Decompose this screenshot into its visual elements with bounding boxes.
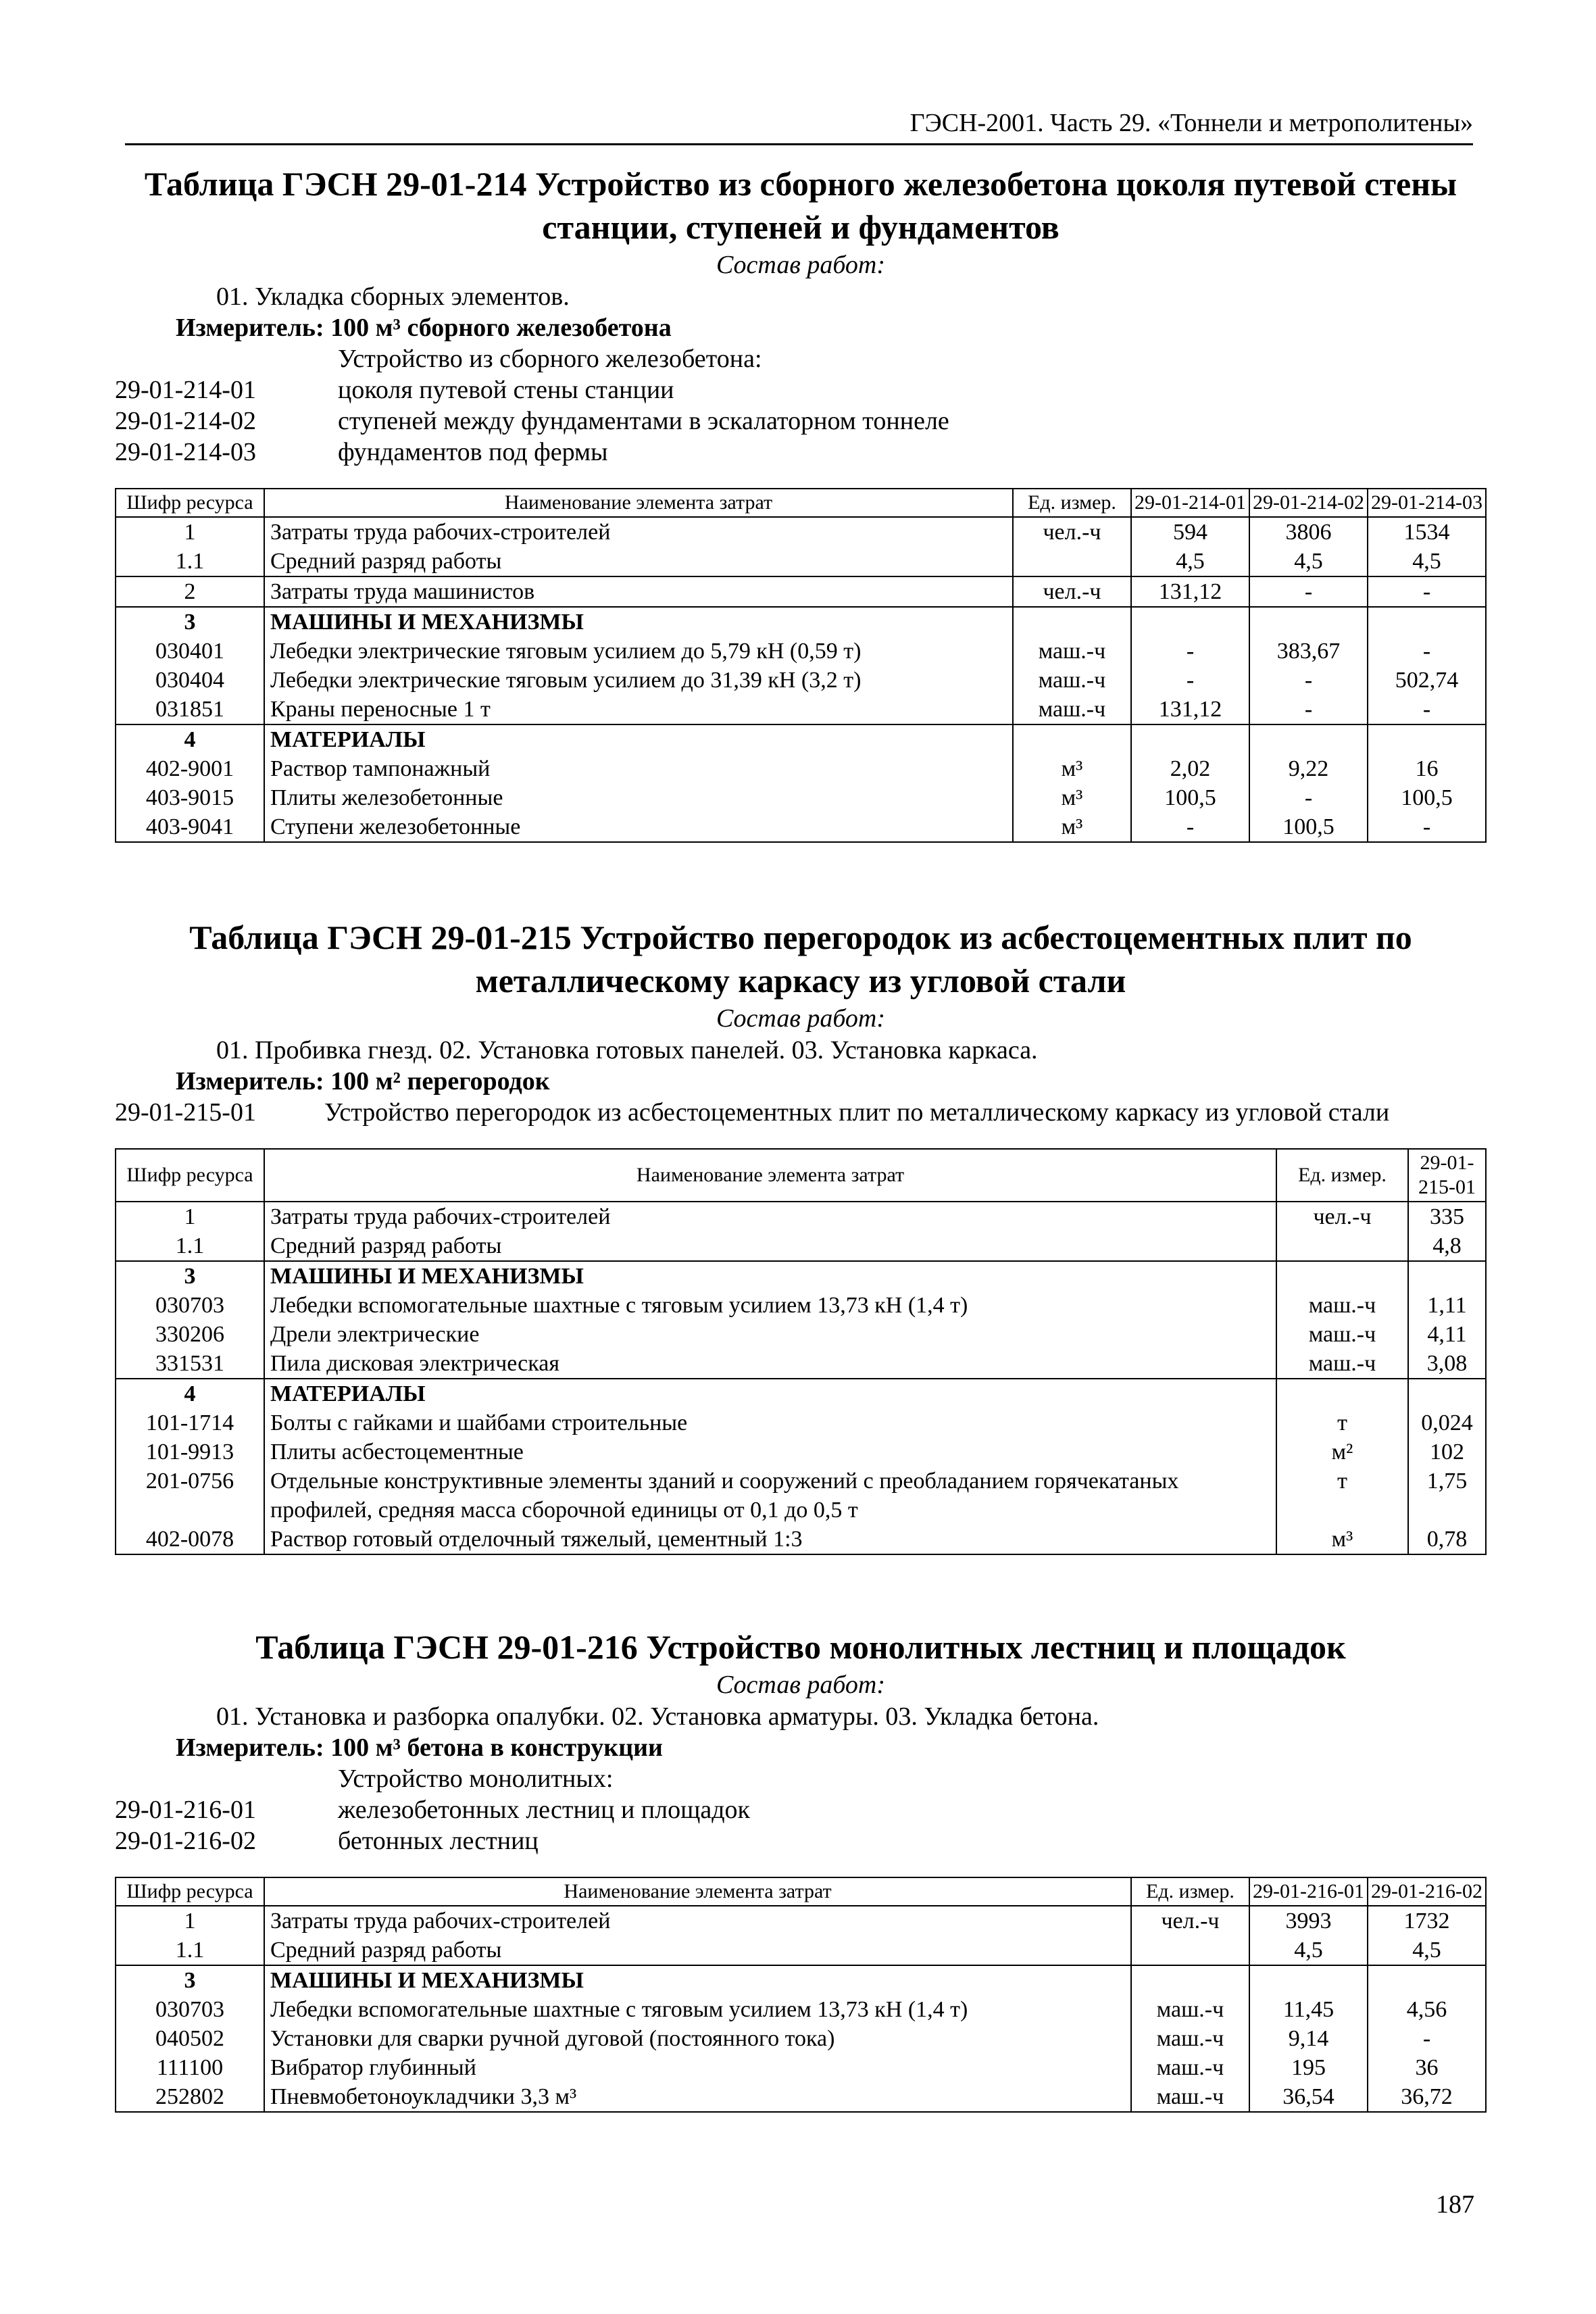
cell-value: -: [1131, 637, 1249, 666]
cell-code: 1.1: [116, 547, 264, 576]
table-row: [116, 2053, 1486, 2082]
table-row: [116, 1231, 1486, 1261]
cell-value: 594: [1131, 517, 1249, 547]
cell-name: Ступени железобетонные: [264, 812, 1013, 842]
table-row: [116, 2082, 1486, 2112]
cell-value: 195: [1249, 2053, 1368, 2082]
table-header-row: [116, 489, 1486, 517]
cell-unit: маш.-ч: [1131, 1995, 1249, 2024]
cell-name: Лебедки электрические тяговым усилием до 31,39 кН (3,2 т): [264, 666, 1013, 695]
cell-name: Краны переносные 1 т: [264, 695, 1013, 724]
item-entry: [115, 437, 1487, 468]
cell-value: [1131, 607, 1249, 637]
cell-value: 4,5: [1249, 1936, 1368, 1965]
cell-unit: м³: [1013, 783, 1131, 812]
cell-unit: чел.-ч: [1013, 517, 1131, 547]
col-unit-header: Ед. измер.: [1131, 1877, 1249, 1906]
cell-code: 111100: [116, 2053, 264, 2082]
col-code-header: Шифр ресурса: [116, 1877, 264, 1906]
item-code: 29-01-216-01: [115, 1796, 256, 1824]
cell-unit: [1013, 607, 1131, 637]
measure-unit: Измеритель: 100 м² перегородок: [176, 1067, 550, 1096]
cell-value: 131,12: [1131, 695, 1249, 724]
cell-value: 3,08: [1408, 1349, 1486, 1379]
cell-value: -: [1368, 637, 1486, 666]
cell-code: 1: [116, 1202, 264, 1231]
cell-value: 36: [1368, 2053, 1486, 2082]
section-29-01-214: [115, 162, 1487, 843]
item-entry: [115, 1097, 1487, 1128]
cell-value: 100,5: [1368, 783, 1486, 812]
running-header: ГЭСН-2001. Часть 29. «Тоннели и метрополитены»: [125, 108, 1473, 145]
cell-name: Раствор тампонажный: [264, 754, 1013, 783]
cell-unit: маш.-ч: [1276, 1291, 1408, 1320]
section-29-01-216: [115, 1625, 1487, 2113]
item-entry: [115, 1825, 1487, 1856]
table-header-row: [116, 1149, 1486, 1202]
cell-name: Пневмобетоноукладчики 3,3 м³: [264, 2082, 1131, 2112]
cell-code: 040502: [116, 2024, 264, 2053]
cell-value: 4,5: [1368, 1936, 1486, 1965]
col-name-header: Наименование элемента затрат: [264, 489, 1013, 517]
cell-value: 4,5: [1131, 547, 1249, 576]
cell-value: 102: [1408, 1437, 1486, 1467]
cell-unit: маш.-ч: [1276, 1349, 1408, 1379]
cell-code: 1: [116, 517, 264, 547]
cell-unit: м³: [1013, 754, 1131, 783]
cell-value: -: [1368, 576, 1486, 607]
cell-unit: маш.-ч: [1131, 2053, 1249, 2082]
item-desc: фундаментов под фермы: [338, 438, 608, 466]
col-value-header: 29-01-214-01: [1131, 489, 1249, 517]
item-code: 29-01-214-01: [115, 376, 256, 404]
cell-code: 1.1: [116, 1231, 264, 1261]
cell-name: МАТЕРИАЛЫ: [264, 1379, 1276, 1408]
cell-code: 101-9913: [116, 1437, 264, 1467]
table-header-row: [116, 1877, 1486, 1906]
cell-value: [1408, 1379, 1486, 1408]
cell-value: 0,024: [1408, 1408, 1486, 1437]
cell-value: 100,5: [1131, 783, 1249, 812]
cell-unit: [1276, 1379, 1408, 1408]
cell-name: Установки для сварки ручной дуговой (постоянного тока): [264, 2024, 1131, 2053]
cell-name: Затраты труда рабочих-строителей: [264, 1906, 1131, 1936]
cell-value: 1,75: [1408, 1467, 1486, 1525]
cell-name: Средний разряд работы: [264, 1936, 1131, 1965]
cell-value: 9,22: [1249, 754, 1368, 783]
cell-value: 383,67: [1249, 637, 1368, 666]
cell-name: Лебедки вспомогательные шахтные с тяговым усилием 13,73 кН (1,4 т): [264, 1995, 1131, 2024]
cell-unit: маш.-ч: [1013, 666, 1131, 695]
table-row: [116, 812, 1486, 842]
table-title: Таблица ГЭСН 29-01-215 Устройство перегородок из асбестоцементных плит по металлическому каркасу из угловой стали: [189, 918, 1412, 1000]
cell-unit: маш.-ч: [1276, 1320, 1408, 1349]
cell-code: 030401: [116, 637, 264, 666]
resource-table: [115, 488, 1487, 843]
cell-value: -: [1249, 576, 1368, 607]
col-value-header: 29-01-216-01: [1249, 1877, 1368, 1906]
cell-code: 330206: [116, 1320, 264, 1349]
col-unit-header: Ед. измер.: [1276, 1149, 1408, 1202]
cell-name: МАТЕРИАЛЫ: [264, 724, 1013, 754]
cell-unit: маш.-ч: [1131, 2082, 1249, 2112]
table-row: [116, 1437, 1486, 1467]
works-composition-label: Состав работ:: [716, 251, 886, 279]
table-title: Таблица ГЭСН 29-01-216 Устройство монолитных лестниц и площадок: [255, 1628, 1346, 1666]
works-composition-label: Состав работ:: [716, 1004, 886, 1033]
col-code-header: Шифр ресурса: [116, 489, 264, 517]
cell-code: 030404: [116, 666, 264, 695]
table-group-row: [116, 607, 1486, 637]
item-code: 29-01-216-02: [115, 1827, 256, 1855]
cell-unit: т: [1276, 1467, 1408, 1525]
table-row: [116, 666, 1486, 695]
cell-code: 331531: [116, 1349, 264, 1379]
item-list: [115, 1794, 1487, 1856]
cell-unit: [1276, 1231, 1408, 1261]
col-unit-header: Ед. измер.: [1013, 489, 1131, 517]
table-row: [116, 1320, 1486, 1349]
cell-code: 402-9001: [116, 754, 264, 783]
cell-value: [1131, 724, 1249, 754]
cell-value: 0,78: [1408, 1525, 1486, 1554]
cell-code: 3: [116, 1965, 264, 1995]
cell-value: [1368, 1965, 1486, 1995]
cell-code: 201-0756: [116, 1467, 264, 1525]
cell-unit: [1013, 547, 1131, 576]
col-value-header: 29-01-214-02: [1249, 489, 1368, 517]
cell-unit: чел.-ч: [1013, 576, 1131, 607]
cell-value: 36,72: [1368, 2082, 1486, 2112]
cell-value: -: [1368, 812, 1486, 842]
cell-value: 1,11: [1408, 1291, 1486, 1320]
cell-unit: маш.-ч: [1131, 2024, 1249, 2053]
table-row: [116, 547, 1486, 576]
cell-name: Отдельные конструктивные элементы зданий и сооружений с преобладанием горячекатаных профилей, средняя масса сборочной единицы от 0,1 до 0,5 т: [264, 1467, 1276, 1525]
cell-code: 031851: [116, 695, 264, 724]
cell-value: [1249, 1965, 1368, 1995]
cell-value: [1249, 724, 1368, 754]
table-row: [116, 637, 1486, 666]
col-name-header: Наименование элемента затрат: [264, 1149, 1276, 1202]
cell-value: 4,5: [1249, 547, 1368, 576]
col-value-header: 29-01-216-02: [1368, 1877, 1486, 1906]
cell-code: 4: [116, 1379, 264, 1408]
cell-value: 16: [1368, 754, 1486, 783]
table-row: [116, 1349, 1486, 1379]
cell-unit: т: [1276, 1408, 1408, 1437]
table-row: [116, 517, 1486, 547]
col-value-header: 29-01-215-01: [1408, 1149, 1486, 1202]
measure-unit: Измеритель: 100 м³ сборного железобетона: [176, 314, 672, 342]
cell-value: -: [1249, 783, 1368, 812]
table-row: [116, 695, 1486, 724]
table-group-row: [116, 724, 1486, 754]
resource-table: [115, 1877, 1487, 2113]
cell-value: [1249, 607, 1368, 637]
table-row: [116, 1906, 1486, 1936]
cell-code: 030703: [116, 1995, 264, 2024]
cell-code: 101-1714: [116, 1408, 264, 1437]
cell-value: 502,74: [1368, 666, 1486, 695]
cell-name: Пила дисковая электрическая: [264, 1349, 1276, 1379]
cell-code: 3: [116, 607, 264, 637]
cell-unit: маш.-ч: [1013, 637, 1131, 666]
cell-value: 4,8: [1408, 1231, 1486, 1261]
cell-value: [1368, 607, 1486, 637]
cell-code: 252802: [116, 2082, 264, 2112]
cell-name: Средний разряд работы: [264, 1231, 1276, 1261]
cell-value: 9,14: [1249, 2024, 1368, 2053]
col-value-header: 29-01-214-03: [1368, 489, 1486, 517]
works-list: 01. Укладка сборных элементов.: [216, 282, 570, 311]
cell-unit: [1013, 724, 1131, 754]
cell-name: МАШИНЫ И МЕХАНИЗМЫ: [264, 1261, 1276, 1291]
cell-value: [1368, 724, 1486, 754]
table-group-row: [116, 1261, 1486, 1291]
cell-name: Затраты труда машинистов: [264, 576, 1013, 607]
cell-unit: м³: [1276, 1525, 1408, 1554]
cell-value: 4,56: [1368, 1995, 1486, 2024]
cell-value: 1732: [1368, 1906, 1486, 1936]
cell-code: 1.1: [116, 1936, 264, 1965]
cell-name: Средний разряд работы: [264, 547, 1013, 576]
col-code-header: Шифр ресурса: [116, 1149, 264, 1202]
cell-name: Затраты труда рабочих-строителей: [264, 517, 1013, 547]
cell-value: -: [1249, 666, 1368, 695]
cell-value: -: [1368, 695, 1486, 724]
table-row: [116, 1995, 1486, 2024]
item-list: [115, 374, 1487, 468]
works-composition-label: Состав работ:: [716, 1671, 886, 1699]
item-code: 29-01-215-01: [115, 1098, 256, 1127]
cell-unit: [1276, 1261, 1408, 1291]
cell-value: 11,45: [1249, 1995, 1368, 2024]
cell-unit: чел.-ч: [1276, 1202, 1408, 1231]
cell-name: Плиты железобетонные: [264, 783, 1013, 812]
cell-unit: [1131, 1936, 1249, 1965]
cell-value: 4,11: [1408, 1320, 1486, 1349]
cell-value: 3993: [1249, 1906, 1368, 1936]
cell-value: -: [1368, 2024, 1486, 2053]
cell-name: Плиты асбестоцементные: [264, 1437, 1276, 1467]
cell-value: 131,12: [1131, 576, 1249, 607]
cell-unit: м²: [1276, 1437, 1408, 1467]
cell-name: Дрели электрические: [264, 1320, 1276, 1349]
cell-unit: [1131, 1965, 1249, 1995]
item-desc: бетонных лестниц: [338, 1827, 539, 1855]
table-row: [116, 576, 1486, 607]
cell-value: -: [1249, 695, 1368, 724]
table-row: [116, 1936, 1486, 1965]
cell-value: [1408, 1261, 1486, 1291]
cell-value: 100,5: [1249, 812, 1368, 842]
item-code: 29-01-214-02: [115, 407, 256, 435]
cell-value: 4,5: [1368, 547, 1486, 576]
cell-name: Лебедки электрические тяговым усилием до 5,79 кН (0,59 т): [264, 637, 1013, 666]
cell-code: 1: [116, 1906, 264, 1936]
works-list: 01. Установка и разборка опалубки. 02. Установка арматуры. 03. Укладка бетона.: [216, 1702, 1099, 1731]
items-intro: Устройство из сборного железобетона:: [338, 345, 762, 373]
works-list: 01. Пробивка гнезд. 02. Установка готовых панелей. 03. Установка каркаса.: [216, 1036, 1038, 1064]
measure-unit: Измеритель: 100 м³ бетона в конструкции: [176, 1733, 663, 1762]
table-group-row: [116, 1379, 1486, 1408]
cell-code: 2: [116, 576, 264, 607]
item-desc: цоколя путевой стены станции: [338, 376, 674, 404]
item-entry: [115, 374, 1487, 405]
cell-code: 4: [116, 724, 264, 754]
cell-code: 402-0078: [116, 1525, 264, 1554]
cell-name: Болты с гайками и шайбами строительные: [264, 1408, 1276, 1437]
table-group-row: [116, 1965, 1486, 1995]
cell-value: 335: [1408, 1202, 1486, 1231]
cell-value: 1534: [1368, 517, 1486, 547]
item-desc: железобетонных лестниц и площадок: [338, 1796, 751, 1824]
col-name-header: Наименование элемента затрат: [264, 1877, 1131, 1906]
cell-code: 403-9015: [116, 783, 264, 812]
item-code: 29-01-214-03: [115, 438, 256, 466]
table-row: [116, 1525, 1486, 1554]
cell-code: 403-9041: [116, 812, 264, 842]
resource-table: [115, 1148, 1487, 1555]
cell-code: 030703: [116, 1291, 264, 1320]
cell-value: 3806: [1249, 517, 1368, 547]
cell-value: 36,54: [1249, 2082, 1368, 2112]
cell-unit: чел.-ч: [1131, 1906, 1249, 1936]
table-row: [116, 2024, 1486, 2053]
table-row: [116, 783, 1486, 812]
table-row: [116, 1408, 1486, 1437]
cell-name: МАШИНЫ И МЕХАНИЗМЫ: [264, 607, 1013, 637]
table-row: [116, 1467, 1486, 1525]
item-entry: [115, 405, 1487, 437]
items-intro: Устройство монолитных:: [338, 1765, 614, 1793]
item-desc: ступеней между фундаментами в эскалаторном тоннеле: [338, 407, 949, 435]
cell-name: МАШИНЫ И МЕХАНИЗМЫ: [264, 1965, 1131, 1995]
table-title: Таблица ГЭСН 29-01-214 Устройство из сборного железобетона цоколя путевой стены станции, ступеней и фундаментов: [144, 165, 1457, 246]
cell-unit: м³: [1013, 812, 1131, 842]
section-29-01-215: [115, 916, 1487, 1555]
cell-name: Раствор готовый отделочный тяжелый, цементный 1:3: [264, 1525, 1276, 1554]
table-row: [116, 1202, 1486, 1231]
cell-code: 3: [116, 1261, 264, 1291]
cell-value: -: [1131, 666, 1249, 695]
cell-name: Лебедки вспомогательные шахтные с тяговым усилием 13,73 кН (1,4 т): [264, 1291, 1276, 1320]
cell-unit: маш.-ч: [1013, 695, 1131, 724]
item-entry: [115, 1794, 1487, 1825]
cell-value: -: [1131, 812, 1249, 842]
page-number: 187: [1436, 2190, 1474, 2219]
item-desc: Устройство перегородок из асбестоцементных плит по металлическому каркасу из угловой стали: [324, 1098, 1390, 1127]
cell-value: 2,02: [1131, 754, 1249, 783]
table-row: [116, 754, 1486, 783]
cell-name: Затраты труда рабочих-строителей: [264, 1202, 1276, 1231]
cell-name: Вибратор глубинный: [264, 2053, 1131, 2082]
table-row: [116, 1291, 1486, 1320]
